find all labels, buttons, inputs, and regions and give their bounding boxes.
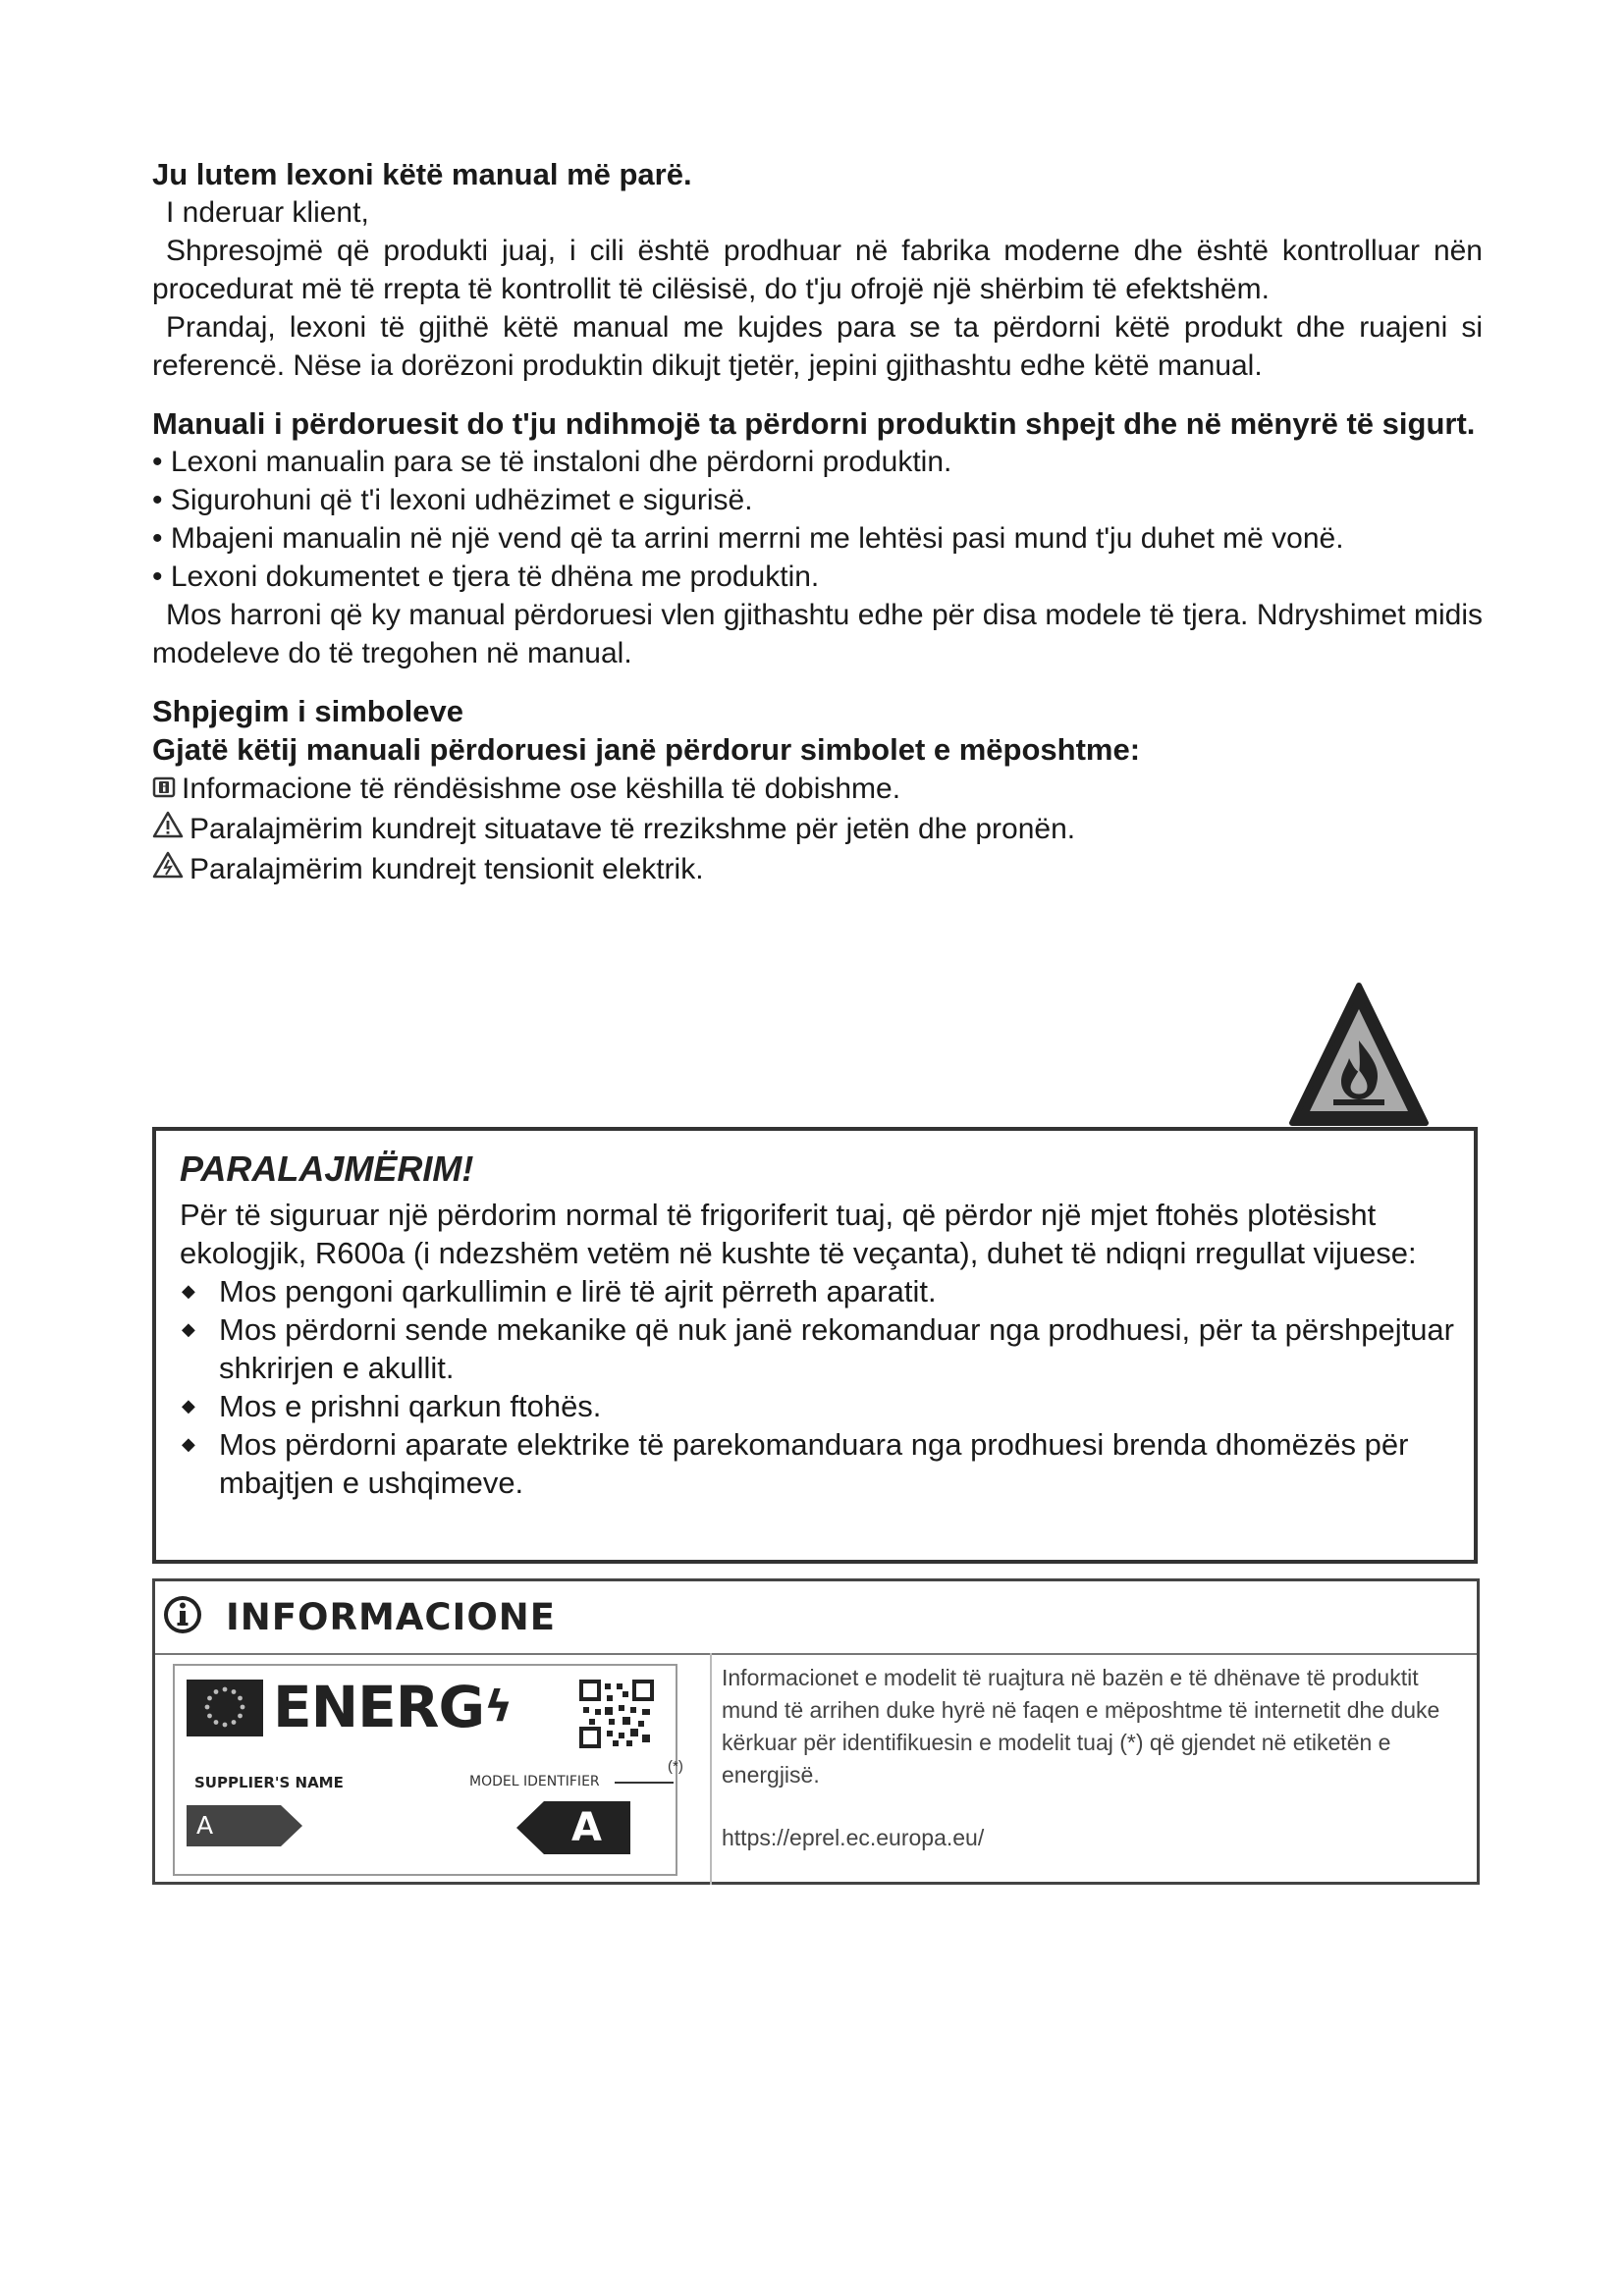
warning-bullet xyxy=(180,1310,1456,1387)
intro-paragraph-2: Prandaj, lexoni të gjithë këtë manual me kujdes para se ta përdorni këtë produkt dhe ruajeni si referencë. Nëse ia dorëzoni produktin dikujt tjetër, jepini gjithashtu edhe këtë manual. xyxy=(152,311,1483,382)
model-identifier: MODEL IDENTIFIER xyxy=(469,1774,600,1789)
guide-bullet: • Mbajeni manualin në një vend që ta arrini merrni me lehtësi pasi mund t'ju duhet më vonë. xyxy=(152,522,1344,555)
bullet-icon: ◆ xyxy=(182,1281,195,1301)
qr-code-icon xyxy=(579,1680,654,1748)
guide-bullet: • Sigurohuni që t'i lexoni udhëzimet e sigurisë. xyxy=(152,484,753,516)
eu-flag-icon xyxy=(187,1680,263,1736)
symbol-row-electric xyxy=(152,849,1483,889)
symbol-row-warning xyxy=(152,809,1483,849)
symbols-subheading: Gjatë këtij manuali përdoruesi janë përdorur simbolet e mëposhtme: xyxy=(152,732,1141,767)
guide-bullet: • Lexoni dokumentet e tjera të dhëna me produktin. xyxy=(152,561,820,593)
warning-bullet-text: Mos përdorni sende mekanike që nuk janë rekomanduar nga prodhuesi, për ta përshpejtuar shkrirjen e akullit. xyxy=(219,1312,1454,1385)
bullet-icon: ◆ xyxy=(182,1396,195,1415)
symbol-text: Paralajmërim kundrejt situatave të rrezikshme për jetën dhe pronën. xyxy=(189,813,1076,845)
supplier-name: SUPPLIER'S NAME xyxy=(194,1774,344,1791)
greeting: I nderuar klient, xyxy=(166,196,369,229)
symbol-row-info xyxy=(152,769,1483,809)
model-arrow-icon xyxy=(615,1782,674,1784)
bullet-icon: ◆ xyxy=(182,1434,195,1454)
lightning-icon: ϟ xyxy=(484,1682,513,1732)
info-icon xyxy=(152,769,176,809)
class-small-text: A xyxy=(196,1811,214,1840)
energy-wordmark xyxy=(273,1676,512,1738)
guide-note: Mos harroni që ky manual përdoruesi vlen gjithashtu edhe për disa modele të tjera. Ndryshimet midis modeleve do të tregohen në manual. xyxy=(152,599,1483,669)
energy-text: ENERG xyxy=(273,1674,485,1740)
energy-label xyxy=(173,1664,677,1876)
document-body xyxy=(152,155,1483,889)
warning-box xyxy=(152,1127,1478,1564)
intro-paragraph-1: Shpresojmë që produkti juaj, i cili është prodhuar në fabrika moderne dhe është kontrolluar nën procedurat më të rrepta të kontrollit të cilësisë, do t'ju ofrojë një shërbim të efektshëm. xyxy=(152,235,1483,305)
guide-bullet: • Lexoni manualin para se të instaloni dhe përdorni produktin. xyxy=(152,446,952,478)
warning-bullet xyxy=(180,1425,1456,1502)
intro-heading: Ju lutem lexoni këtë manual më parë. xyxy=(152,157,692,191)
symbol-text: Paralajmërim kundrejt tensionit elektrik. xyxy=(189,853,704,885)
info-title: INFORMACIONE xyxy=(226,1596,557,1638)
info-divider xyxy=(710,1653,712,1885)
warning-intro: Për të siguruar një përdorim normal të frigoriferit tuaj, që përdor një mjet ftohës plotësisht ekologjik, R600a (i ndezshëm vetëm në kushte të veçanta), duhet të ndiqni rregullat vijuese: xyxy=(180,1198,1417,1270)
warning-bullet xyxy=(180,1272,1456,1310)
warning-bullet-text: Mos përdorni aparate elektrike të parekomanduara nga prodhuesi brenda dhomëzës për mbajtjen e ushqimeve. xyxy=(219,1427,1409,1500)
info-url[interactable]: https://eprel.ec.europa.eu/ xyxy=(722,1825,985,1850)
warning-bullet xyxy=(180,1387,1456,1425)
flammable-warning-icon xyxy=(1286,980,1432,1129)
info-text: Informacionet e modelit të ruajtura në bazën e të dhënave të produktit mund të arrihen duke hyrë në faqen e mëposhtme të internetit dhe duke kërkuar për identifikuesin e modelit tuaj (*) që gjendet në etiketën e energjisë. xyxy=(722,1665,1440,1788)
warning-title: PARALAJMËRIM! xyxy=(180,1148,474,1189)
class-big-text: A xyxy=(571,1805,602,1850)
guide-heading: Manuali i përdoruesit do t'ju ndihmojë ta përdorni produktin shpejt dhe në mënyrë të sigurt. xyxy=(152,406,1476,441)
info-header xyxy=(155,1581,1477,1655)
symbol-text: Informacione të rëndësishme ose këshilla të dobishme. xyxy=(182,773,901,805)
warning-icon xyxy=(152,809,184,849)
electric-warning-icon xyxy=(152,849,184,889)
bullet-icon: ◆ xyxy=(182,1319,195,1339)
asterisk-marker: (*) xyxy=(668,1758,683,1775)
information-box xyxy=(152,1578,1480,1885)
symbols-heading: Shpjegim i simboleve xyxy=(152,694,463,728)
class-arrow-small xyxy=(187,1805,302,1846)
info-circle-icon xyxy=(161,1589,204,1645)
warning-bullet-text: Mos pengoni qarkullimin e lirë të ajrit përreth aparatit. xyxy=(219,1274,937,1308)
class-arrow-big xyxy=(516,1801,630,1854)
warning-bullet-text: Mos e prishni qarkun ftohës. xyxy=(219,1389,602,1423)
